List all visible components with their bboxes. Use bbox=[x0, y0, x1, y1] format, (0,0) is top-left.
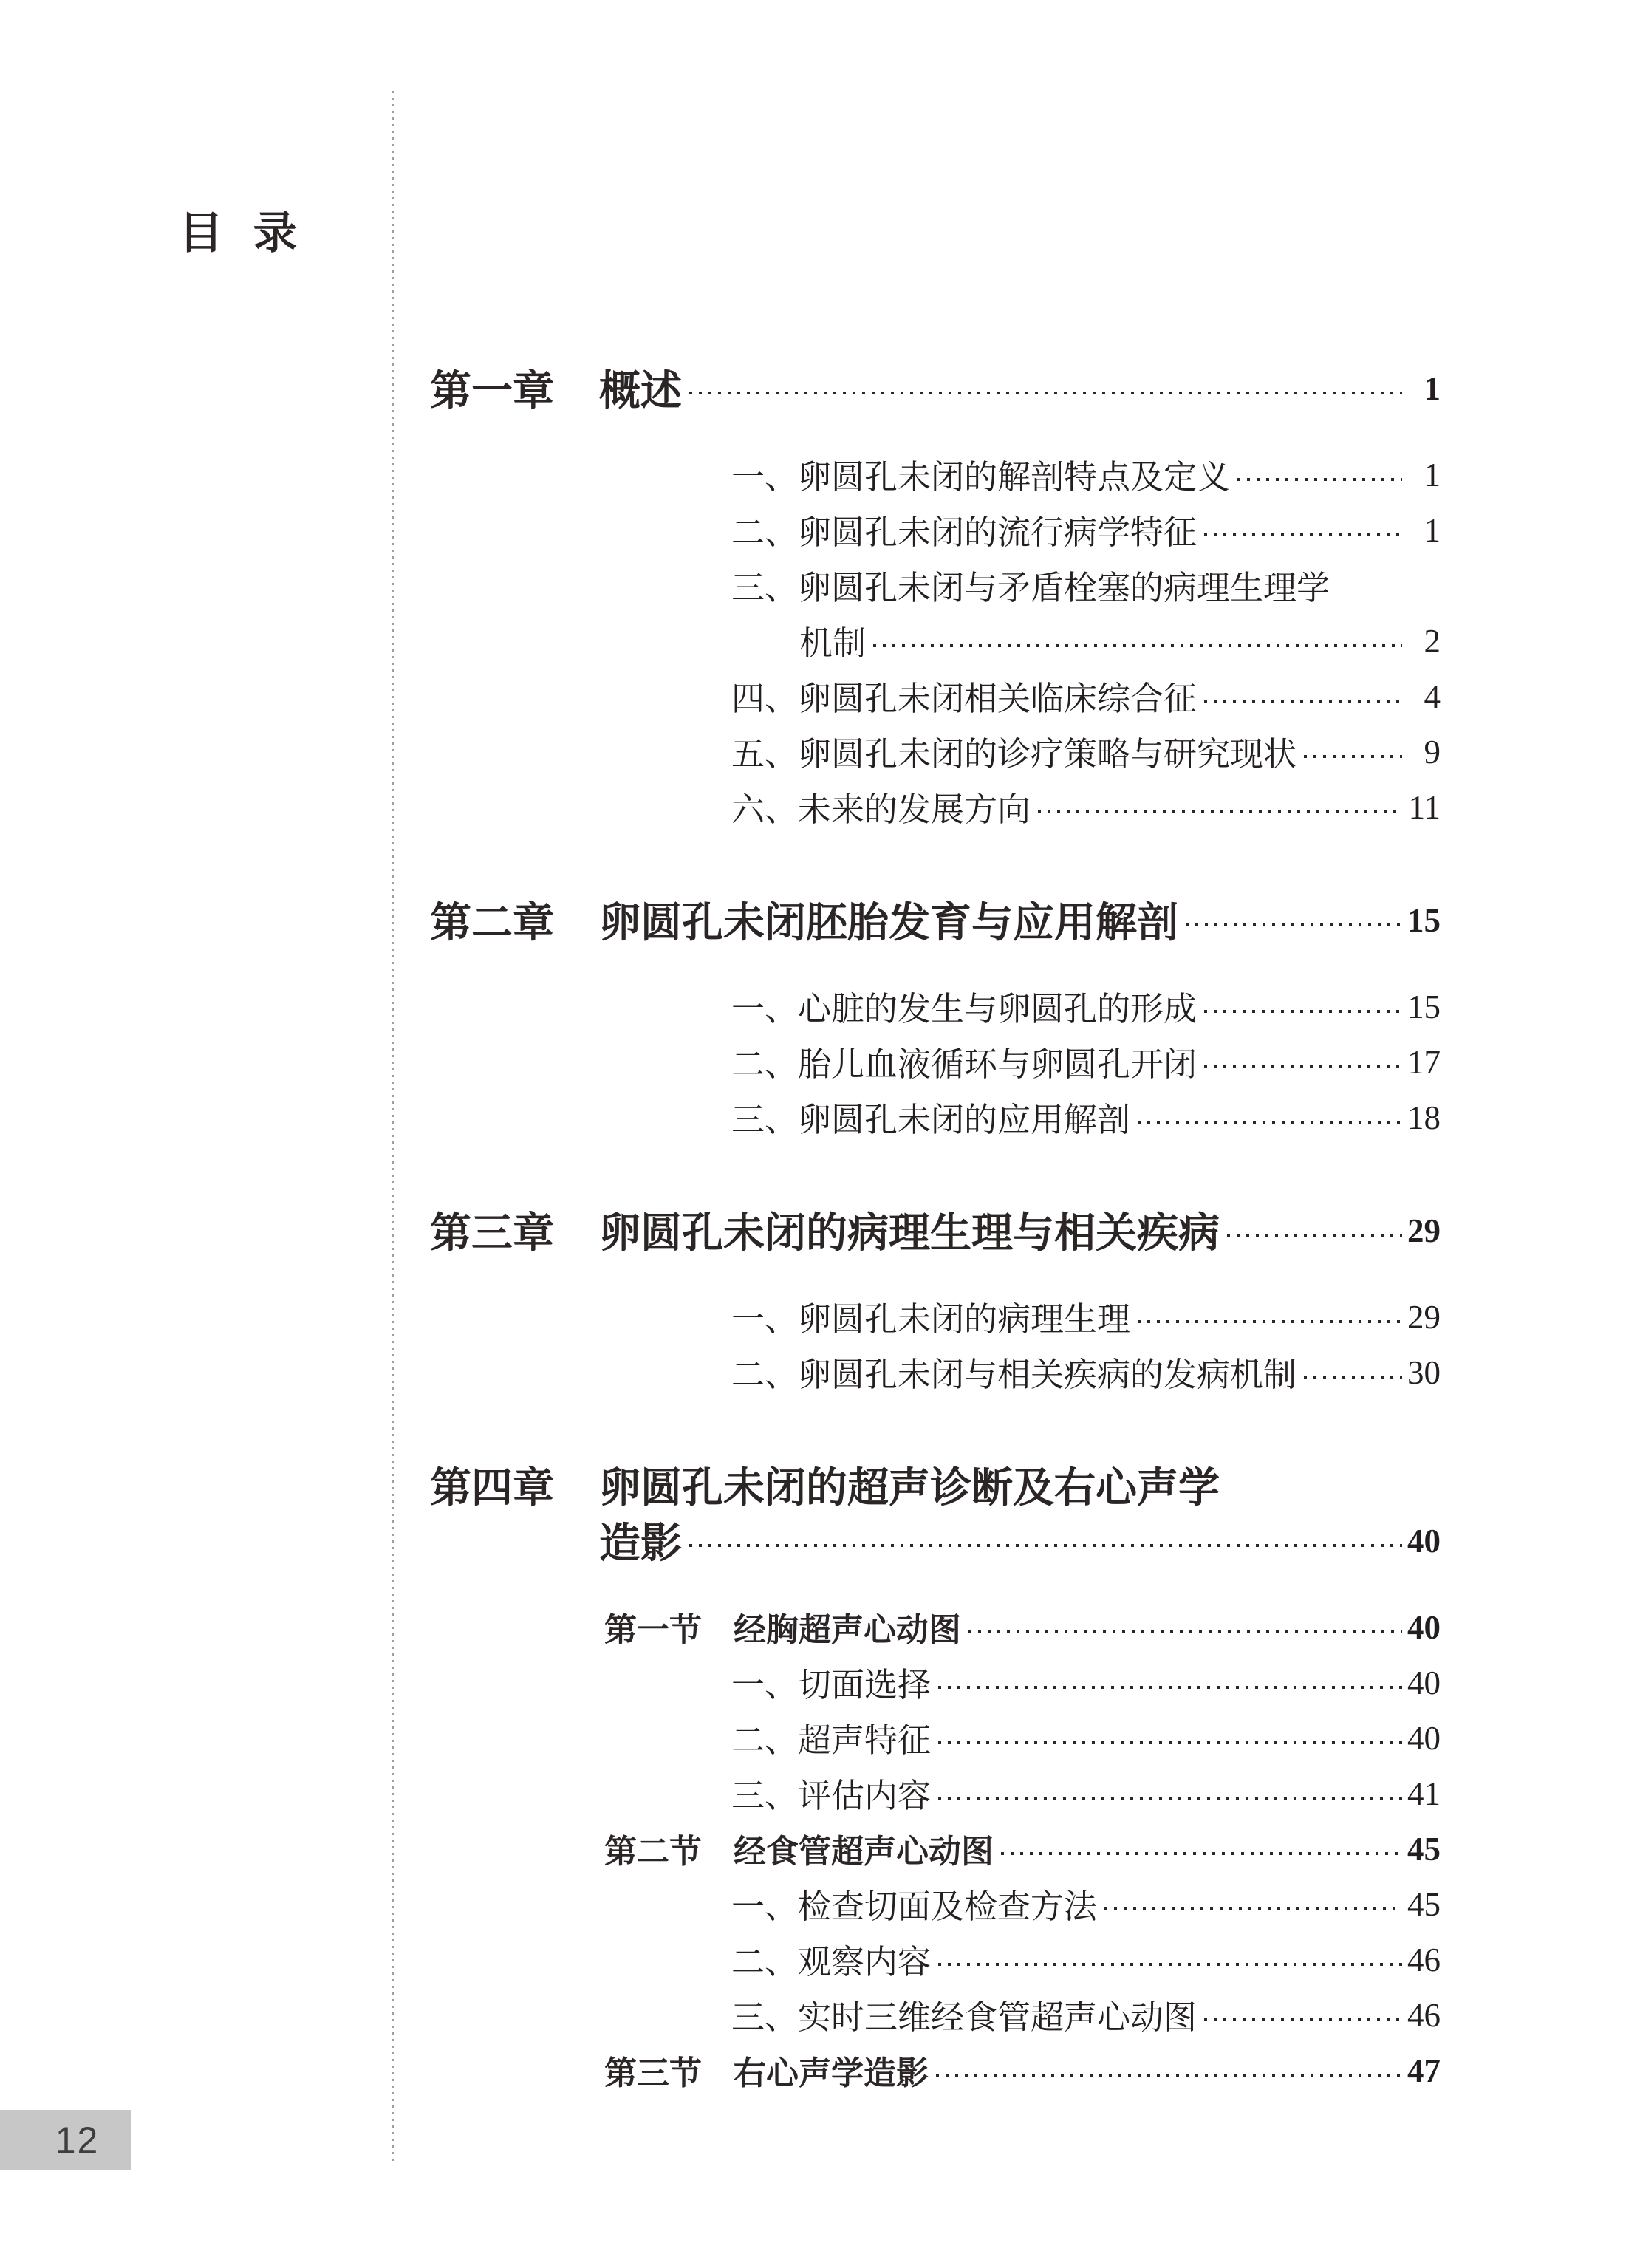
entry-text: 二、胎儿血液循环与卵圆孔开闭 bbox=[731, 1046, 1197, 1083]
toc-entry-item bbox=[430, 612, 1441, 668]
dot-leader bbox=[938, 1686, 1402, 1689]
entry-text: 二、卵圆孔未闭的流行病学特征 bbox=[731, 514, 1197, 551]
toc-entry-item bbox=[430, 978, 1441, 1034]
entry-title: 概述 bbox=[599, 366, 682, 414]
entry-text: 二、超声特征 bbox=[731, 1722, 932, 1759]
dot-leader bbox=[1204, 1065, 1402, 1068]
dot-leader bbox=[1227, 1234, 1402, 1237]
dot-leader bbox=[938, 1741, 1402, 1744]
dot-leader bbox=[1204, 533, 1402, 536]
entry-text: 二、观察内容 bbox=[731, 1944, 932, 1981]
toc-entry-section bbox=[430, 1599, 1441, 1654]
entry-page-number: 9 bbox=[1424, 733, 1441, 771]
entry-title: 卵圆孔未闭胚胎发育与应用解剖 bbox=[599, 898, 1178, 946]
dot-leader bbox=[936, 2074, 1402, 2077]
entry-title: 右心声学造影 bbox=[734, 2054, 929, 2091]
entry-page-number: 29 bbox=[1407, 1212, 1441, 1249]
chapter-label: 第一章 bbox=[430, 366, 554, 414]
toc-entry-item bbox=[430, 1344, 1441, 1399]
section-label: 第一节 bbox=[604, 1611, 702, 1648]
toc-entry-item bbox=[430, 1654, 1441, 1709]
entry-page-number: 47 bbox=[1407, 2052, 1441, 2089]
entry-text: 六、未来的发展方向 bbox=[731, 791, 1031, 828]
entry-text: 五、卵圆孔未闭的诊疗策略与研究现状 bbox=[731, 736, 1297, 773]
toc-entry-chapter bbox=[430, 892, 1441, 947]
page-title: 目 录 bbox=[179, 208, 299, 258]
toc-entry-item bbox=[430, 1089, 1441, 1144]
entry-title: 卵圆孔未闭的超声诊断及右心声学 bbox=[599, 1463, 1220, 1511]
entry-page-number: 29 bbox=[1407, 1298, 1441, 1336]
entry-page-number: 40 bbox=[1407, 1719, 1441, 1757]
entry-text: 一、心脏的发生与卵圆孔的形成 bbox=[731, 991, 1197, 1028]
toc-entry-chapter bbox=[430, 360, 1441, 415]
folio-page-number: 12 bbox=[55, 2120, 100, 2161]
toc-entry-section bbox=[430, 1820, 1441, 1876]
entry-text: 一、卵圆孔未闭的解剖特点及定义 bbox=[731, 459, 1231, 496]
entry-title: 经食管超声心动图 bbox=[734, 1833, 994, 1870]
chapter-label: 第二章 bbox=[430, 898, 554, 946]
entry-page-number: 46 bbox=[1407, 1941, 1441, 1978]
dot-leader bbox=[1001, 1852, 1402, 1855]
toc-entry-item bbox=[430, 446, 1441, 502]
toc-entry-item bbox=[430, 1034, 1441, 1089]
chapter-label: 第三章 bbox=[430, 1209, 554, 1256]
entry-page-number: 2 bbox=[1424, 622, 1441, 660]
toc-entry-item bbox=[430, 1876, 1441, 1931]
entry-text: 三、评估内容 bbox=[731, 1777, 932, 1814]
dot-leader bbox=[968, 1630, 1402, 1633]
toc-entry-item bbox=[430, 502, 1441, 557]
entry-page-number: 40 bbox=[1407, 1608, 1441, 1646]
vertical-dotted-divider bbox=[392, 91, 394, 2165]
entry-page-number: 41 bbox=[1407, 1775, 1441, 1812]
entry-title: 造影 bbox=[599, 1519, 682, 1566]
entry-title: 经胸超声心动图 bbox=[734, 1611, 961, 1648]
entry-page-number: 46 bbox=[1407, 1996, 1441, 2034]
entry-page-number: 1 bbox=[1424, 511, 1441, 549]
toc-entry-item bbox=[430, 1765, 1441, 1820]
toc-entry-item bbox=[430, 1288, 1441, 1344]
toc-entry-item bbox=[430, 723, 1441, 779]
toc-entry-item bbox=[430, 1987, 1441, 2042]
entry-page-number: 17 bbox=[1407, 1043, 1441, 1081]
entry-title: 卵圆孔未闭的病理生理与相关疾病 bbox=[599, 1209, 1220, 1256]
section-label: 第二节 bbox=[604, 1833, 702, 1870]
entry-text: 三、卵圆孔未闭的应用解剖 bbox=[731, 1101, 1131, 1138]
dot-leader bbox=[938, 1963, 1402, 1966]
entry-page-number: 45 bbox=[1407, 1830, 1441, 1868]
dot-leader bbox=[1038, 810, 1402, 813]
section-label: 第三节 bbox=[604, 2054, 702, 2091]
entry-page-number: 40 bbox=[1407, 1522, 1441, 1560]
entry-text: 一、切面选择 bbox=[731, 1667, 932, 1704]
toc-entry-section bbox=[430, 2042, 1441, 2097]
dot-leader bbox=[1204, 700, 1402, 703]
entry-page-number: 1 bbox=[1424, 369, 1441, 407]
dot-leader bbox=[1138, 1121, 1402, 1124]
entry-text: 一、检查切面及检查方法 bbox=[731, 1888, 1098, 1925]
dot-leader bbox=[1304, 1376, 1402, 1379]
toc-entry-chapter bbox=[430, 1512, 1441, 1568]
entry-page-number: 11 bbox=[1408, 788, 1441, 826]
dot-leader bbox=[689, 392, 1402, 394]
entry-text: 机制 bbox=[799, 625, 867, 662]
folio-box bbox=[0, 2110, 131, 2170]
dot-leader bbox=[873, 644, 1402, 647]
dot-leader bbox=[1138, 1320, 1402, 1323]
dot-leader bbox=[1204, 1010, 1402, 1013]
dot-leader bbox=[1237, 478, 1402, 481]
dot-leader bbox=[1304, 755, 1402, 758]
entry-page-number: 30 bbox=[1407, 1353, 1441, 1391]
entry-text: 三、实时三维经食管超声心动图 bbox=[731, 1999, 1197, 2036]
dot-leader bbox=[1186, 923, 1402, 926]
entry-text: 一、卵圆孔未闭的病理生理 bbox=[731, 1301, 1131, 1338]
dot-leader bbox=[1204, 2018, 1402, 2021]
toc-entry-chapter bbox=[430, 1457, 1441, 1512]
dot-leader bbox=[689, 1544, 1402, 1547]
chapter-label: 第四章 bbox=[430, 1463, 554, 1511]
entry-page-number: 18 bbox=[1407, 1099, 1441, 1136]
entry-page-number: 40 bbox=[1407, 1664, 1441, 1701]
entry-text: 三、卵圆孔未闭与矛盾栓塞的病理生理学 bbox=[731, 570, 1330, 607]
entry-text: 二、卵圆孔未闭与相关疾病的发病机制 bbox=[731, 1356, 1297, 1393]
entry-page-number: 15 bbox=[1407, 988, 1441, 1025]
entry-page-number: 1 bbox=[1424, 456, 1441, 493]
toc-entry-item bbox=[430, 557, 1441, 612]
entry-page-number: 4 bbox=[1424, 677, 1441, 715]
entry-text: 四、卵圆孔未闭相关临床综合征 bbox=[731, 680, 1197, 717]
toc-entry-chapter bbox=[430, 1202, 1441, 1257]
toc-entry-item bbox=[430, 668, 1441, 723]
toc-entry-item bbox=[430, 1709, 1441, 1765]
toc-entry-item bbox=[430, 1931, 1441, 1987]
entry-page-number: 45 bbox=[1407, 1885, 1441, 1923]
toc-list bbox=[430, 360, 1441, 2097]
entry-page-number: 15 bbox=[1407, 901, 1441, 939]
dot-leader bbox=[938, 1797, 1402, 1800]
toc-entry-item bbox=[430, 779, 1441, 834]
dot-leader bbox=[1104, 1907, 1402, 1910]
